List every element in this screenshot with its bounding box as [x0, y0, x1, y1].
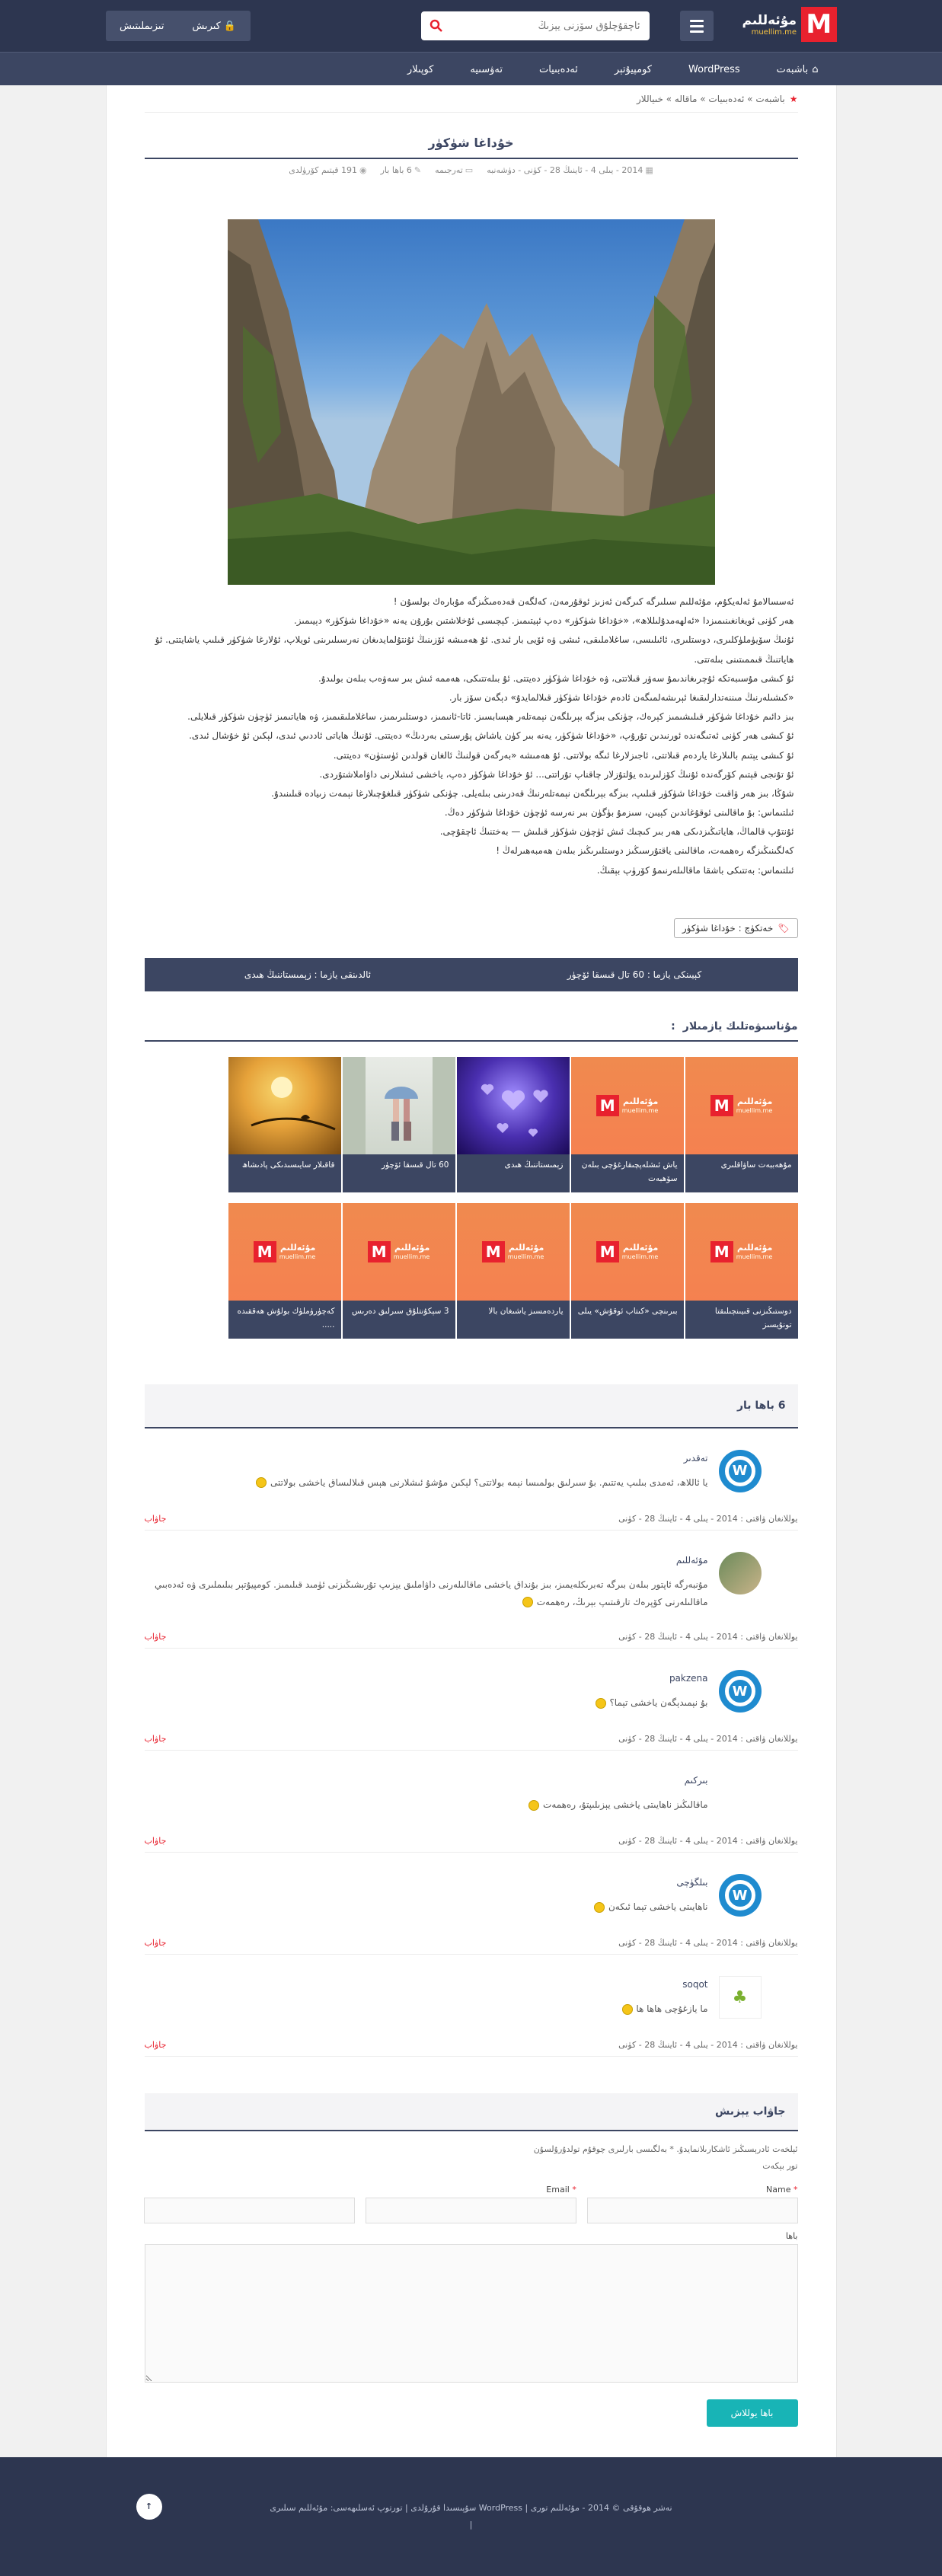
top-bar: [0, 0, 942, 52]
comment-icon: ✎: [414, 165, 422, 175]
search-box: [421, 11, 650, 40]
related-post-thumbnail[interactable]: [228, 1203, 341, 1301]
reply-button[interactable]: جاۋاب: [144, 1938, 167, 1949]
related-post-title[interactable]: دوستىڭىزنى قىيىنچىلىقتا تونۇيسىز: [685, 1301, 798, 1339]
comment-item: [145, 1853, 798, 1955]
related-post-title[interactable]: كەچۈرۈملۈك بولۇش ھەققىدە .....: [228, 1301, 341, 1339]
mountain-landscape: [228, 219, 715, 585]
smiley-icon: [522, 1597, 533, 1607]
mini-logo: مۇئەللىم muellim.me M: [710, 1241, 773, 1262]
comment-item: [145, 1531, 798, 1649]
related-post-thumbnail[interactable]: [343, 1203, 455, 1301]
comment-text: ناھايىتى ياخشى تېما ئىكەن: [145, 1898, 708, 1916]
comment-item: [145, 1751, 798, 1853]
related-post-thumbnail[interactable]: [343, 1057, 455, 1154]
smiley-icon: [622, 2004, 633, 2015]
reply-button[interactable]: جاۋاب: [144, 1836, 167, 1847]
comment-item: [145, 1428, 798, 1531]
comment-date: يوللانغان ۋاقتى : 2014 - يىلى 4 - ئاينىڭ 28 - كۈنى: [618, 2040, 798, 2051]
related-posts-grid: [145, 1057, 798, 1339]
star-icon: ★: [789, 93, 798, 104]
related-post-title[interactable]: 60 تال قىسقا ئۆچۈر: [343, 1154, 455, 1192]
website-label: تور بېكەت: [762, 2161, 798, 2172]
reply-button[interactable]: جاۋاب: [144, 1632, 167, 1642]
related-post-card[interactable]: [228, 1203, 341, 1339]
reply-button[interactable]: جاۋاب: [144, 1513, 167, 1524]
footer-copyright: نەشر ھوقۇقى © 2014 - مۇئەللىم تورى | WordPress سۇپىسىدا قۇرۇلدى | تورتوپ ئەسلىھەسى: مۇئەللىم سىلىرى: [270, 2503, 672, 2513]
avatar: [719, 1670, 762, 1713]
comment-date: يوللانغان ۋاقتى : 2014 - يىلى 4 - ئاينىڭ 28 - كۈنى: [618, 1632, 798, 1642]
mini-logo: مۇئەللىم muellim.me M: [596, 1241, 659, 1262]
message-textarea[interactable]: [145, 2244, 798, 2383]
mini-logo: مۇئەللىم muellim.me M: [596, 1095, 659, 1116]
name-field[interactable]: [587, 2198, 798, 2223]
mini-logo: مۇئەللىم muellim.me M: [482, 1241, 544, 1262]
related-post-card[interactable]: [343, 1057, 455, 1192]
hearts-image: [457, 1057, 570, 1154]
comment-item: [145, 1955, 798, 2057]
smiley-icon: [594, 1902, 605, 1913]
avatar: [719, 1976, 762, 2019]
avatar: [719, 1874, 762, 1917]
nav-item-literature[interactable]: ئەدەبىيات: [538, 63, 578, 75]
logo-domain: muellim.me: [751, 27, 797, 37]
post-meta: [145, 159, 798, 181]
related-post-card[interactable]: [228, 1057, 341, 1192]
related-post-thumbnail[interactable]: [457, 1057, 570, 1154]
main-nav: [0, 52, 942, 85]
website-field[interactable]: [144, 2198, 355, 2223]
related-post-title[interactable]: قاقىلار سايىسىدىكى پادىشاھ: [228, 1154, 341, 1192]
comments-list: [145, 1428, 798, 2057]
comment-footer: [145, 2028, 798, 2057]
comment-author[interactable]: بىركىم: [684, 1775, 708, 1786]
reply-title: جاۋاب يېزىش: [145, 2093, 798, 2131]
related-post-card[interactable]: [457, 1203, 570, 1339]
comment-footer: [145, 1926, 798, 1955]
submit-comment-button[interactable]: باھا يوللاش: [707, 2399, 798, 2427]
hamburger-icon: [690, 20, 704, 22]
comment-author[interactable]: تەقدىر: [683, 1452, 708, 1464]
folder-icon: ▭: [465, 165, 474, 175]
comment-text: بۇ نېمىدېگەن ياخشى تېما؟: [145, 1694, 708, 1712]
post-image: [228, 219, 715, 585]
avatar: [719, 1552, 762, 1594]
hamburger-menu-button[interactable]: [680, 11, 714, 41]
comment-footer: [145, 1824, 798, 1853]
meta-views: ◉191 قېتىم كۆرۈلدى: [289, 165, 367, 175]
message-label: باھا: [785, 2231, 798, 2241]
calendar-icon: ▦: [645, 165, 653, 175]
search-input[interactable]: [452, 12, 650, 40]
wordpress-icon: W: [725, 1456, 755, 1486]
comment-author[interactable]: pakzena: [669, 1673, 708, 1684]
related-post-title[interactable]: زېمىستاننىڭ ھىدى: [457, 1154, 570, 1192]
related-post-title[interactable]: ياش ئىشلەپچىقارغۇچى بىلەن سۆھبەت: [571, 1154, 684, 1192]
related-post-thumbnail[interactable]: [685, 1057, 798, 1154]
related-post-card[interactable]: [457, 1057, 570, 1192]
related-post-thumbnail[interactable]: [571, 1057, 684, 1154]
prev-post-link[interactable]: ئالدىنقى يازما : زېمىستاننىڭ ھىدى: [244, 969, 372, 980]
eye-icon: ◉: [359, 165, 367, 175]
smiley-icon: [528, 1800, 539, 1811]
related-post-title[interactable]: مۇھەببەت ساۋاقلىرى: [685, 1154, 798, 1192]
home-icon: ⌂: [812, 63, 819, 75]
reply-button[interactable]: جاۋاب: [144, 2040, 167, 2051]
umbrella-image: [343, 1057, 455, 1154]
footer-separator: |: [469, 2520, 473, 2530]
nav-item-recommend[interactable]: تەۋسىيە: [470, 63, 503, 75]
avatar: [719, 1450, 762, 1492]
post-body: ئەسسالامۇ ئەلەيكۇم، مۇئەللىم سىلىرگە كىرگەن ئەزىز ئوقۇرمەن، كەلگەن قەدەمىڭىزگە مۇبارەك بولسۇن ! ھەر كۈنى ئويغانغىنىمىزدا «ئەلھەمدۇلىللاھ»، «خۇداغا شۈكۈر» دەپ ئېيتىمىز. كېچىسى ئۇخلاشتىن بۇرۇن يەنە «خۇداغا شۈكۈر» دېيىمىز. ئۇنىڭ سۆيۈملۈكلىرى، دوستلىرى، ئائىلىسى، ساغلاملىقى، ئىشى ۋە ئۆيى بار ئىدى. ئۇ ھەمىشە ئۆزىنىڭ ئۇنتۇلمايدىغان نەرسىلىرىنى ئويلاپ، ئۇلارغا شۈكۈر قىلىپ ياشايتتى. ئۇ ھاياتنىڭ قىممىتىنى بىلەتتى. ئۇ كىشى مۇسىبەتكە ئۇچرىغاندىمۇ سەۋر قىلاتتى، ۋە خۇداغا شۈكۈر دەيتتى. ئۇ بىلەتتىكى، ھەممە ئىش بىر سەۋەب بىلەن بولىدۇ. «كىشىلەرنىڭ مىننەتدارلىقىغا ئېرىشەلمىگەن ئادەم خۇداغا شۈكۈر قىلالمايدۇ» دېگەن سۆز بار. بىز دائىم خۇداغا شۈكۈر قىلىشىمىز كېرەك، چۈنكى بىزگە بېرىلگەن نېمەتلەر ھېسابسىز. ئاتا-ئانىمىز، دوستلىرىمىز، ساغلاملىقىمىز، ۋە ھاياتىمىز ئۈچۈن شۈكۈر قىلايلى. ئۇ كىشى ھەر كۈنى ئەتىگەندە ئورنىدىن تۇرۇپ، «خۇداغا شۈكۈر، يەنە بىر كۈن ياشاش پۇرسىتى بەردىڭ» دەيتتى. ئۇنىڭ ھاياتى ئاددىي ئىدى، لېكىن ئۇ خۇشال ئىدى. ئۇ كىشى يېتىم بالىلارغا ياردەم قىلاتتى، ئاجىزلارغا ئىگە بولاتتى. ئۇ ھەمىشە «بەرگەن قولنىڭ ئالغان قولدىن ئۈستۈن» دەيتتى. ئۇ تۇنجى قېتىم كۆرگەندە ئۇنىڭ كۆزلىرىدە يۇلتۇزلار چاقناپ تۇراتتى... ئۇ خۇداغا شۈكۈر دەپ، ياخشى ئىشلارنى داۋاملاشتۇردى. شۇڭا، بىز ھەر ۋاقىت خۇداغا شۈكۈر قىلىپ، بىزگە بېرىلگەن نېمەتلەرنىڭ قەدرىنى بىلەيلى. چۈنكى شۈكۈر قىلغۇچىلارغا نېمەت زىيادە قىلىنىدۇ. ئىلتىماس: بۇ ماقالىنى ئوقۇغاندىن كېيىن، سىزمۇ بۈگۈن بىر نەرسە ئۈچۈن خۇداغا شۈكۈر دەڭ. ئۇنتۇپ قالماڭ، ھاياتىڭىزدىكى ھەر بىر كىچىك ئىش ئۈچۈن شۈكۈر قىلىش — بەختنىڭ ئاچقۇچى. كەلگىنىڭىزگە رەھمەت، ماقالىنى ياقتۇرسىڭىز دوستلىرىڭىز بىلەن ھەمبەھىرلەڭ ! ئىلتىماس: بەتتىكى باشقا ماقالىلەرنىمۇ كۆرۈپ بېقىڭ.: [155, 596, 794, 876]
meta-date: ▦2014 - يىلى 4 - ئاينىڭ 28 - كۈنى - دۈشەنبە: [487, 165, 653, 175]
comment-footer: [145, 1620, 798, 1649]
logo-name: مۇئەللىم: [742, 12, 797, 28]
comment-text: يا ئاللاھ، ئەمدى بىلىپ يەتتىم. بۇ سىرلىق بولمىسا نېمە بولاتتى؟ لېكىن مۇشۇ ئىشلارنى ھېس قىلالىساق ياخشى بولاتتى: [145, 1474, 708, 1492]
comment-text: مۇنبەرگە ئاپتور بىلەن بىرگە تەبرىكلەيمىز، بىز بۇنداق ياخشى ماقالىلەرنى داۋاملىق يېزىپ تۇرىشىڭىزنى ئۈمىد قىلىمىز. كومپيۇتېر بىلىملىرى ۋە ئەدەبىي ماقالىلەرنى كۆپرەك تارقىتىپ بېرىڭ، رەھمەت: [155, 1578, 708, 1607]
post-title: خۇداغا شۈكۈر: [145, 136, 798, 159]
comment-item: [145, 1649, 798, 1751]
related-post-title[interactable]: 3 سېكۇنتلۇق سىرلىق دەرىس: [343, 1301, 455, 1339]
tags-row: [145, 918, 798, 938]
email-label: * Email: [546, 2185, 576, 2195]
sunset-bird-image: [228, 1057, 341, 1154]
wordpress-icon: W: [725, 1676, 755, 1706]
comment-text: ماقالىڭىز ناھايىتى ياخشى يېزىلىپتۇ، رەھمەت: [145, 1796, 708, 1814]
register-button[interactable]: تىزىملىتىش: [119, 20, 164, 32]
comment-text: ما يازغۇچى ھاھا ھا: [145, 2000, 708, 2018]
comment-date: يوللانغان ۋاقتى : 2014 - يىلى 4 - ئاينىڭ 28 - كۈنى: [618, 1836, 798, 1847]
smiley-icon: [256, 1477, 267, 1488]
page-container: [106, 85, 837, 2457]
name-label: * Name: [766, 2185, 798, 2195]
related-post-thumbnail[interactable]: [685, 1203, 798, 1301]
mini-logo: مۇئەللىم muellim.me M: [254, 1241, 316, 1262]
related-post-card[interactable]: [571, 1057, 684, 1192]
comment-author[interactable]: soqot: [682, 1979, 708, 1990]
post-navigation: [145, 958, 798, 991]
breadcrumb: ★ باشبەت » ئەدەبىيات » ماقالە » خىياللار: [145, 85, 798, 113]
website-field-label: [144, 2185, 355, 2195]
comment-footer: [145, 1722, 798, 1751]
avatar: [719, 1772, 762, 1815]
scroll-top-button[interactable]: [136, 2494, 162, 2520]
comment-footer: [145, 1502, 798, 1531]
lock-icon: 🔒: [223, 20, 237, 32]
nav-item-wordpress[interactable]: WordPress: [688, 63, 740, 75]
comment-author[interactable]: بىلگۈچى: [676, 1877, 708, 1888]
site-footer: [0, 2457, 942, 2576]
site-logo[interactable]: [742, 5, 837, 44]
nav-item-computer[interactable]: كومپيۇتېر: [614, 63, 652, 75]
reply-button[interactable]: جاۋاب: [144, 1734, 167, 1744]
search-icon[interactable]: [421, 11, 452, 40]
comment-date: يوللانغان ۋاقتى : 2014 - يىلى 4 - ئاينىڭ 28 - كۈنى: [618, 1734, 798, 1744]
tag-icon: 🏷: [778, 922, 790, 934]
arrow-up-icon: ↑: [145, 2501, 153, 2511]
tag-link[interactable]: 🏷 خەتكۈچ : خۇداغا شۈكۈر: [674, 918, 798, 938]
related-post-card[interactable]: [343, 1203, 455, 1339]
auth-box: [106, 11, 251, 41]
nav-item-home[interactable]: ⌂ باشبەت: [776, 63, 819, 75]
login-button[interactable]: 🔒كىرىش: [192, 20, 237, 32]
reply-note: ئېلخەت ئادرېسىڭىز ئاشكارىلانمايدۇ. * بەلگىسى بارلىرى چوقۇم تولدۇرۇلسۇن: [533, 2144, 798, 2155]
related-post-title[interactable]: ياردەمسىز ياشىغان بالا: [457, 1301, 570, 1339]
mini-logo: مۇئەللىم muellim.me M: [368, 1241, 430, 1262]
related-post-title[interactable]: بىرىنچى «كىتاب ئوقۇش» يىلى: [571, 1301, 684, 1339]
related-post-card[interactable]: [685, 1057, 798, 1192]
nav-item-copies[interactable]: كوپىلار: [407, 63, 434, 75]
mini-logo: مۇئەللىم muellim.me M: [710, 1095, 773, 1116]
logo-mark: M: [801, 7, 837, 42]
comments-title: 6 باھا بار: [145, 1384, 798, 1428]
wordpress-icon: W: [725, 1880, 755, 1910]
related-post-card[interactable]: [571, 1203, 684, 1339]
comment-date: يوللانغان ۋاقتى : 2014 - يىلى 4 - ئاينىڭ 28 - كۈنى: [618, 1513, 798, 1524]
related-post-thumbnail[interactable]: [228, 1057, 341, 1154]
email-field[interactable]: [366, 2198, 576, 2223]
meta-category[interactable]: ▭تەرجىمە: [435, 165, 474, 175]
related-post-thumbnail[interactable]: [571, 1203, 684, 1301]
tree-icon: ♣: [732, 1987, 748, 2007]
related-post-card[interactable]: [685, 1203, 798, 1339]
reply-fields: [145, 2185, 798, 2223]
comment-date: يوللانغان ۋاقتى : 2014 - يىلى 4 - ئاينىڭ 28 - كۈنى: [618, 1938, 798, 1949]
comment-author[interactable]: مۇئەللىم: [675, 1554, 708, 1566]
meta-comments[interactable]: ✎6 باھا بار: [380, 165, 422, 175]
related-post-thumbnail[interactable]: [457, 1203, 570, 1301]
smiley-icon: [596, 1698, 606, 1709]
next-post-link[interactable]: كېيىنكى يازما : 60 تال قىسقا ئۆچۈر: [567, 969, 702, 980]
related-posts-title: مۇناسىۋەتلىك يازمىلار :: [145, 1010, 798, 1042]
